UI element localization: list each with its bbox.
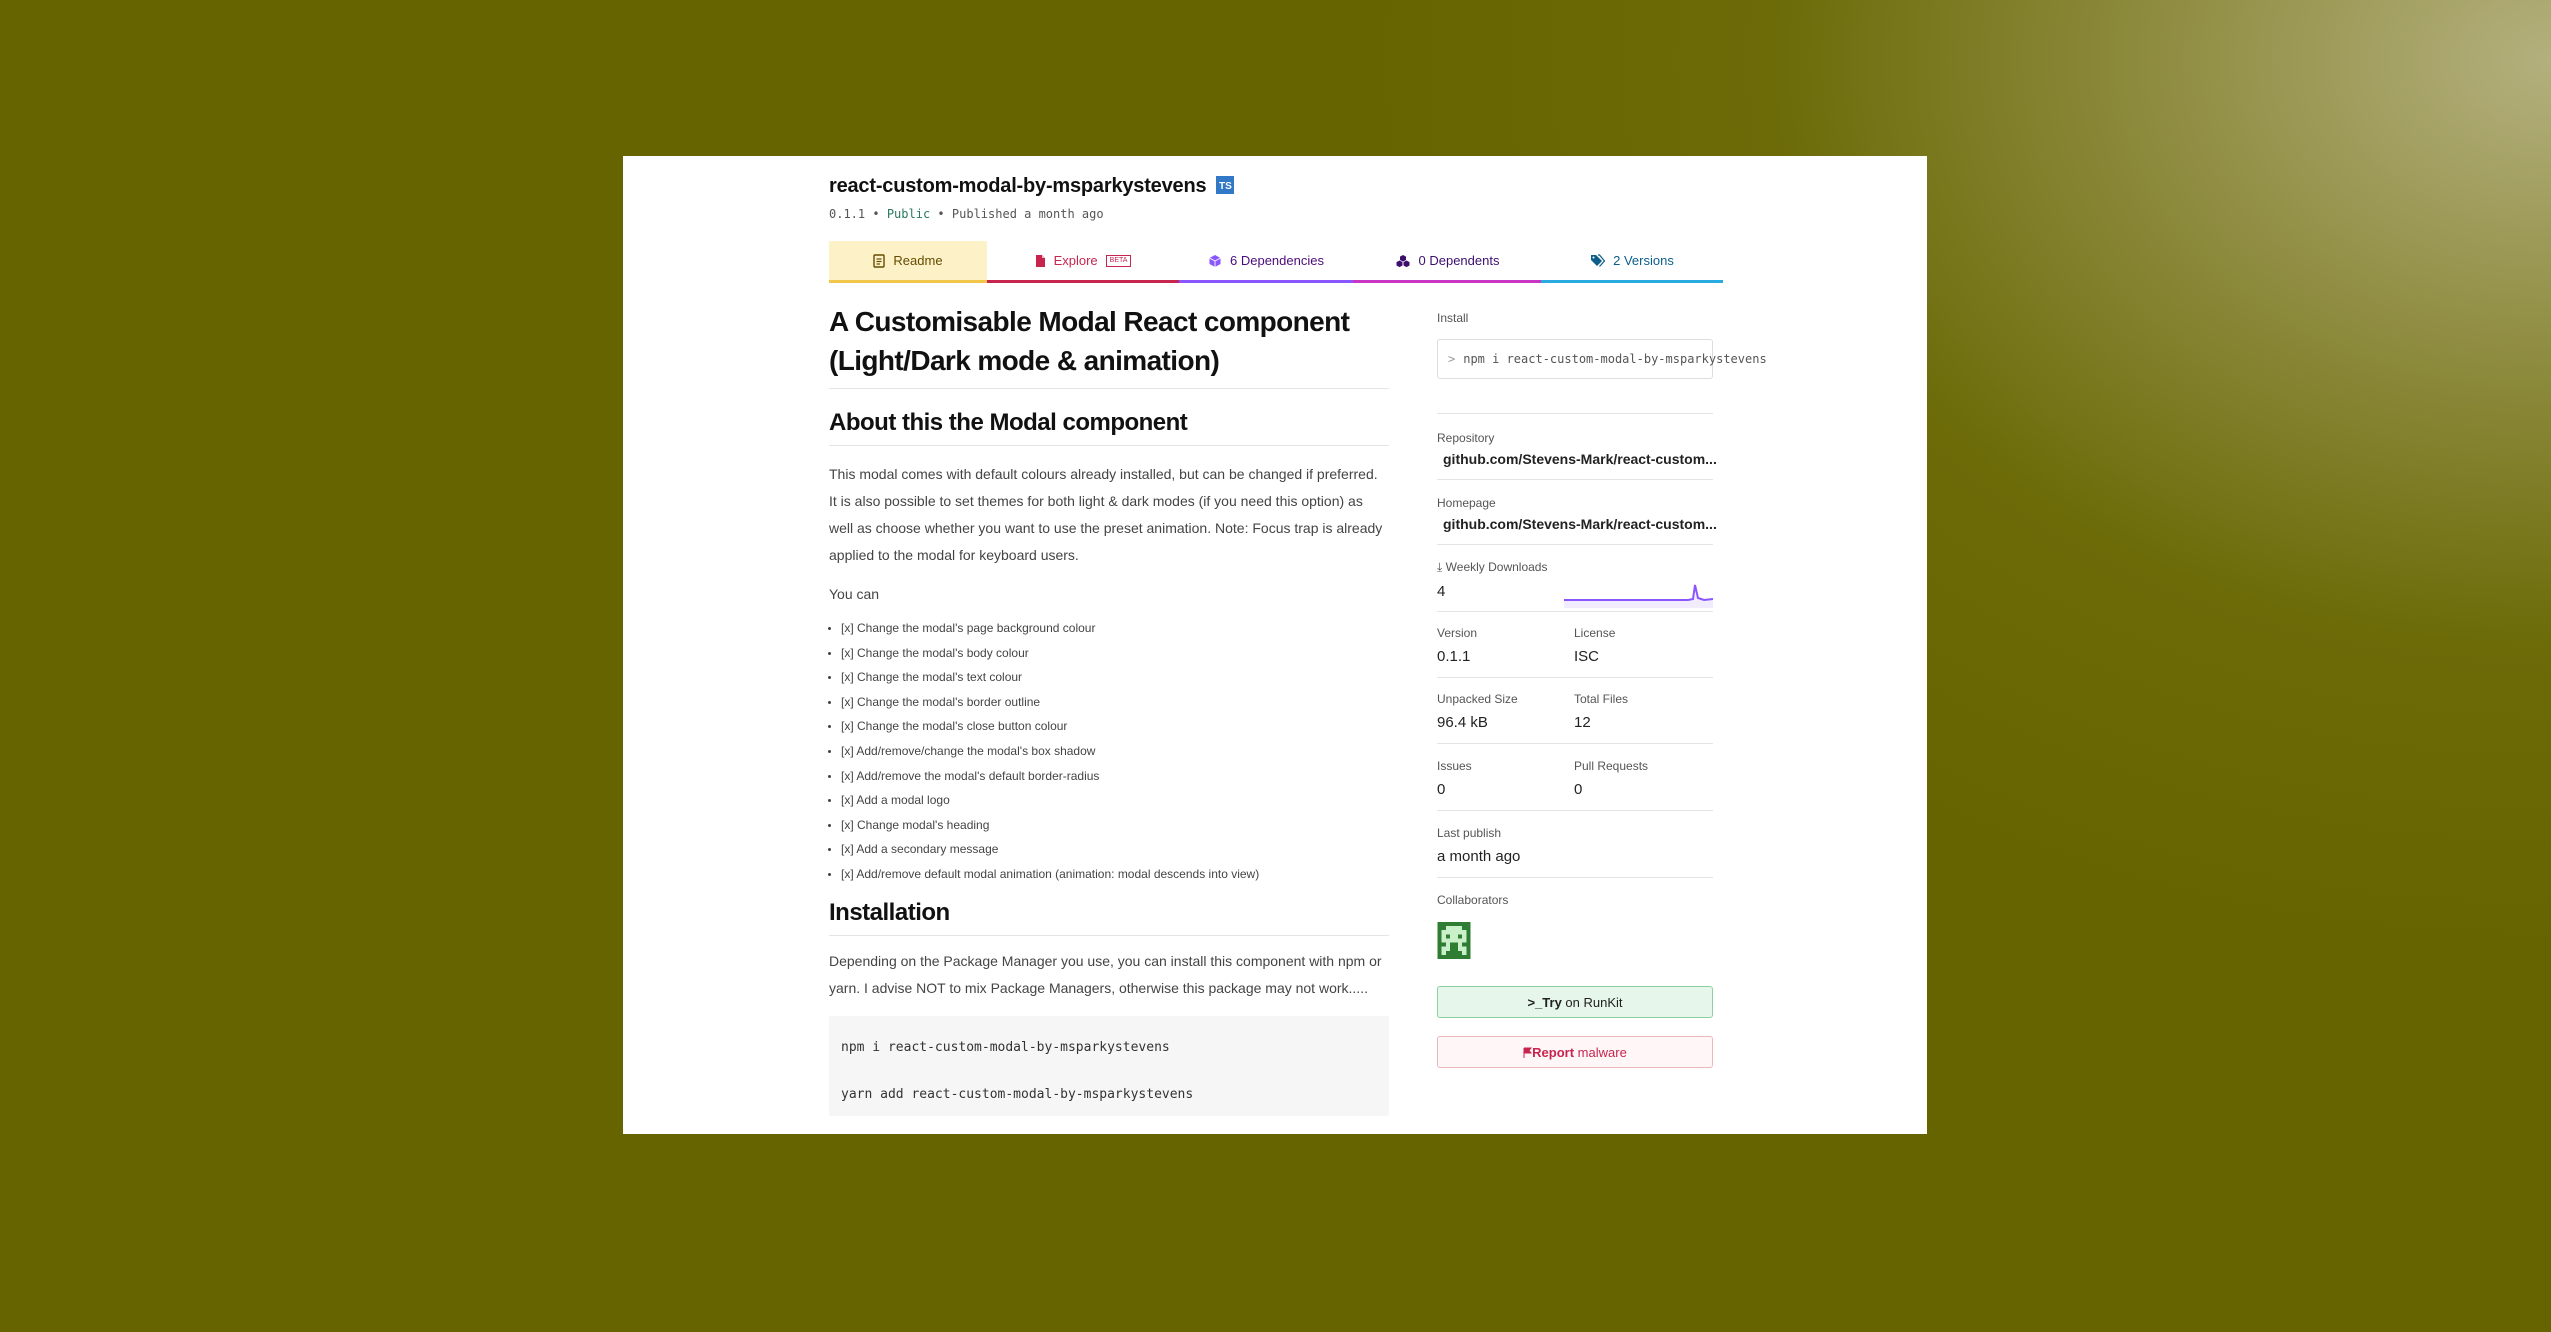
readme-icon: [873, 254, 885, 268]
visibility-label: Public: [886, 207, 931, 221]
feature-list: [829, 616, 1389, 887]
readme-title: A Customisable Modal React component (Light/Dark mode & animation): [829, 302, 1389, 389]
unpacked-size-value: 96.4 kB: [1437, 714, 1488, 731]
package-name: react-custom-modal-by-msparkystevens: [829, 175, 1207, 197]
repository-url: github.com/Stevens-Mark/react-custom...: [1443, 451, 1717, 467]
npm-package-page: [623, 156, 1927, 1134]
published-date: Published a month ago: [951, 207, 1104, 221]
beta-badge: BETA: [1106, 255, 1132, 267]
last-publish-value: a month ago: [1437, 848, 1521, 865]
list-item: • [x] Add/remove/change the modal's box shadow: [841, 739, 1389, 764]
meta-separator: •: [872, 207, 880, 221]
repository-label: Repository: [1437, 431, 1495, 445]
about-heading: About this the Modal component: [829, 409, 1389, 446]
about-text: This modal comes with default colours already installed, but can be changed if preferred. It is also possible to set themes for both light & dark modes (if you need this option) as well as choose whether you want to use the preset animation. Note: Focus trap is already applied to the modal for keyboard users.: [829, 466, 1383, 563]
list-item: • [x] Add a modal logo: [841, 788, 1389, 813]
npm-command: npm i react-custom-modal-by-msparkystevens: [841, 1039, 1170, 1055]
tab-explore-label: Explore: [1053, 253, 1098, 268]
list-item: • [x] Change the modal's body colour: [841, 641, 1389, 666]
pull-requests-value[interactable]: 0: [1574, 781, 1583, 798]
package-version: 0.1.1: [829, 207, 866, 221]
homepage-label: Homepage: [1437, 496, 1496, 510]
issues-value[interactable]: 0: [1437, 781, 1446, 798]
installation-heading: Installation: [829, 899, 1389, 936]
list-item: • [x] Change the modal's text colour: [841, 665, 1389, 690]
dependents-icon: [1395, 254, 1411, 268]
install-command: npm i react-custom-modal-by-msparkystevens: [1463, 352, 1767, 366]
cube-icon: [1208, 254, 1222, 268]
try-label: Try: [1542, 994, 1562, 1010]
version-label: Version: [1437, 626, 1478, 640]
report-malware-button[interactable]: [1437, 1036, 1713, 1068]
list-item: • [x] Add/remove the modal's default border-radius: [841, 764, 1389, 789]
tab-readme[interactable]: [829, 241, 987, 283]
report-label: Report: [1532, 1044, 1575, 1060]
unpacked-size-label: Unpacked Size: [1437, 692, 1518, 706]
yarn-command: yarn add react-custom-modal-by-msparkystevens: [841, 1086, 1194, 1102]
size-files-row: [1437, 678, 1713, 744]
pull-requests-label: Pull Requests: [1574, 759, 1649, 773]
collaborators-label: Collaborators: [1437, 893, 1509, 907]
try-rest-label: on RunKit: [1561, 994, 1623, 1010]
weekly-downloads-count: 4: [1437, 583, 1446, 600]
install-code-block[interactable]: [829, 1016, 1389, 1116]
list-item: • [x] Add/remove default modal animation (animation: modal descends into view): [841, 862, 1389, 887]
meta-separator: •: [937, 207, 945, 221]
tags-icon: [1590, 254, 1605, 268]
typescript-icon[interactable]: TS: [1216, 176, 1234, 194]
homepage-section: [1437, 480, 1717, 545]
list-item: • [x] Change the modal's close button colour: [841, 714, 1389, 739]
readme-content: [829, 302, 1389, 1116]
list-item: • [x] Change the modal's border outline: [841, 690, 1389, 715]
install-label: Install: [1437, 311, 1469, 325]
homepage-link[interactable]: [1437, 516, 1717, 532]
tab-explore[interactable]: [987, 241, 1179, 283]
collaborators-section: [1437, 878, 1713, 1068]
package-tabs: [829, 241, 1723, 283]
tab-readme-label: Readme: [893, 253, 943, 268]
weekly-downloads-text: Weekly Downloads: [1445, 560, 1548, 574]
list-item: • [x] Add a secondary message: [841, 837, 1389, 862]
explore-icon: [1035, 254, 1046, 268]
flag-icon: [1523, 1047, 1532, 1058]
last-publish-label: Last publish: [1437, 826, 1502, 840]
version-value: 0.1.1: [1437, 648, 1471, 665]
list-item: • [x] Change the modal's page background colour: [841, 616, 1389, 641]
repository-link[interactable]: [1437, 451, 1717, 467]
repository-section: [1437, 414, 1717, 480]
report-rest-label: malware: [1574, 1044, 1627, 1060]
package-meta: [829, 207, 1729, 221]
prompt-icon: >: [1448, 352, 1456, 366]
install-command-box[interactable]: [1437, 339, 1767, 379]
total-files-label: Total Files: [1574, 692, 1629, 706]
package-sidebar: [1437, 311, 1767, 1068]
download-icon: ⤓: [1437, 560, 1443, 574]
issues-prs-row: [1437, 744, 1713, 811]
tab-dependents[interactable]: [1353, 241, 1541, 283]
installation-text: Depending on the Package Manager you use, you can install this component with npm or yarn. I advise NOT to mix Package Managers, otherwise this package may not work.....: [829, 952, 1382, 996]
total-files-value: 12: [1574, 714, 1591, 731]
terminal-icon: >_: [1527, 994, 1543, 1010]
last-publish-section: [1437, 811, 1713, 878]
downloads-sparkline: [1564, 573, 1713, 608]
license-label: License: [1574, 626, 1616, 640]
tab-versions[interactable]: [1541, 241, 1723, 283]
tab-versions-label: 2 Versions: [1613, 253, 1674, 268]
version-license-row: [1437, 612, 1713, 678]
tab-dependencies-label: 6 Dependencies: [1230, 253, 1324, 268]
package-header: [829, 175, 1729, 221]
try-on-runkit-button[interactable]: [1437, 986, 1713, 1018]
tab-dependencies[interactable]: [1179, 241, 1353, 283]
install-section: [1437, 311, 1767, 414]
weekly-downloads-section: [1437, 545, 1713, 612]
license-value: ISC: [1574, 648, 1600, 665]
tab-dependents-label: 0 Dependents: [1418, 253, 1500, 268]
you-can-text: You can: [829, 586, 880, 602]
collaborator-avatar[interactable]: [1437, 922, 1471, 959]
list-item: • [x] Change modal's heading: [841, 813, 1389, 838]
homepage-url: github.com/Stevens-Mark/react-custom...: [1443, 516, 1717, 532]
issues-label: Issues: [1437, 759, 1472, 773]
